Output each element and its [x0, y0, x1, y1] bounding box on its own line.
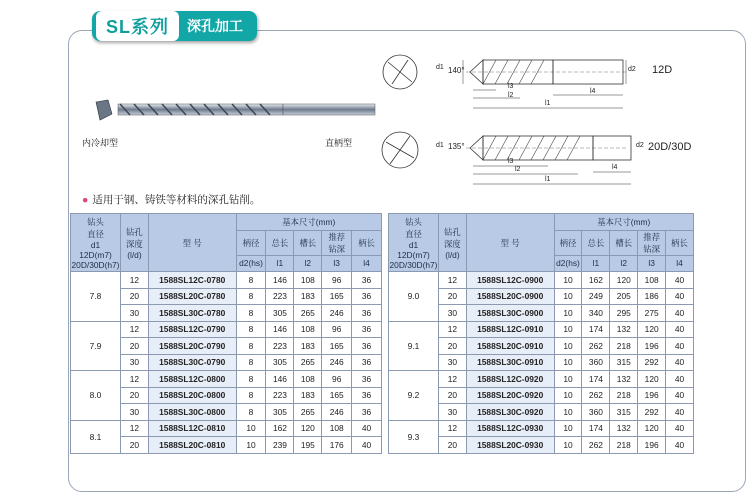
cell-depth: 12	[438, 321, 466, 338]
cell-depth: 20	[438, 288, 466, 305]
spec-table-left	[70, 213, 382, 454]
dim-l2-bottom: l2	[515, 166, 521, 173]
cell-dimension: 108	[294, 272, 322, 289]
cell-model: 1588SL12C-0810	[148, 420, 236, 437]
series-header	[92, 11, 257, 41]
header-basic-dimensions: 基本尺寸(mm)	[236, 214, 381, 231]
cell-dimension: 174	[582, 321, 610, 338]
cell-dimension: 40	[666, 404, 694, 421]
header-shank-length: 柄长	[352, 230, 382, 255]
cell-dimension: 315	[610, 354, 638, 371]
cell-dimension: 40	[666, 305, 694, 322]
cell-dimension: 275	[638, 305, 666, 322]
cell-depth: 20	[438, 387, 466, 404]
cell-dimension: 196	[638, 387, 666, 404]
table-row	[71, 371, 382, 388]
cell-dimension: 146	[266, 272, 294, 289]
cell-model: 1588SL12C-0920	[466, 371, 554, 388]
cell-dimension: 223	[266, 387, 294, 404]
cell-depth: 12	[438, 420, 466, 437]
cell-dimension: 265	[294, 404, 322, 421]
header-drill-depth: 钻孔 深度 (l/d)	[120, 214, 148, 272]
cell-model: 1588SL12C-0790	[148, 321, 236, 338]
header-sym-l2: l2	[294, 255, 322, 272]
cell-dimension: 195	[294, 437, 322, 454]
cell-diameter: 9.0	[389, 272, 439, 322]
dim-l2-top: l2	[508, 92, 514, 99]
dim-l3-top: l3	[508, 83, 514, 90]
cell-dimension: 305	[266, 404, 294, 421]
dim-d1-top: d1	[436, 64, 444, 71]
header-flute-length: 槽长	[294, 230, 322, 255]
cell-dimension: 120	[294, 420, 322, 437]
cell-dimension: 10	[554, 305, 582, 322]
cell-model: 1588SL30C-0910	[466, 354, 554, 371]
cell-depth: 20	[120, 338, 148, 355]
cell-dimension: 239	[266, 437, 294, 454]
cell-model: 1588SL12C-0780	[148, 272, 236, 289]
drill-tip-icon	[96, 100, 112, 120]
cell-dimension: 174	[582, 420, 610, 437]
cell-dimension: 223	[266, 288, 294, 305]
cell-model: 1588SL30C-0900	[466, 305, 554, 322]
label-12d: 12D	[652, 64, 673, 76]
cell-dimension: 36	[352, 305, 382, 322]
cell-dimension: 183	[294, 387, 322, 404]
cell-diameter: 7.9	[71, 321, 121, 371]
spec-table-right	[388, 213, 694, 454]
cell-dimension: 40	[352, 437, 382, 454]
cell-dimension: 186	[638, 288, 666, 305]
cell-depth: 20	[120, 437, 148, 454]
bullet-icon: ●	[82, 194, 89, 206]
cell-model: 1588SL12C-0910	[466, 321, 554, 338]
cell-dimension: 40	[666, 272, 694, 289]
cell-dimension: 8	[236, 338, 266, 355]
cell-dimension: 10	[554, 321, 582, 338]
cell-dimension: 205	[610, 288, 638, 305]
cell-dimension: 40	[352, 420, 382, 437]
cell-depth: 30	[438, 354, 466, 371]
angle-140: 140°	[448, 66, 465, 75]
cell-dimension: 8	[236, 354, 266, 371]
cell-dimension: 218	[610, 338, 638, 355]
cell-dimension: 10	[554, 404, 582, 421]
cell-dimension: 162	[266, 420, 294, 437]
cell-depth: 12	[120, 272, 148, 289]
cell-dimension: 40	[666, 288, 694, 305]
cell-dimension: 315	[610, 404, 638, 421]
cell-dimension: 120	[638, 420, 666, 437]
cell-dimension: 8	[236, 387, 266, 404]
cell-dimension: 36	[352, 321, 382, 338]
cell-dimension: 10	[236, 437, 266, 454]
cell-model: 1588SL12C-0930	[466, 420, 554, 437]
cell-depth: 30	[120, 404, 148, 421]
application-note: ● 适用于钢、铸铁等材料的深孔钻削。	[82, 194, 261, 206]
cell-dimension: 249	[582, 288, 610, 305]
cell-depth: 12	[120, 420, 148, 437]
cell-dimension: 196	[638, 338, 666, 355]
cell-model: 1588SL12C-0800	[148, 371, 236, 388]
cell-model: 1588SL20C-0810	[148, 437, 236, 454]
cell-dimension: 132	[610, 420, 638, 437]
drill-photo	[88, 92, 378, 132]
drill-drawing-20d30d	[378, 128, 678, 190]
cell-dimension: 8	[236, 305, 266, 322]
cell-dimension: 36	[352, 338, 382, 355]
cell-diameter: 8.0	[71, 371, 121, 421]
cell-depth: 30	[120, 305, 148, 322]
header-drill-depth: 钻孔 深度 (l/d)	[438, 214, 466, 272]
header-sym-l1: l1	[266, 255, 294, 272]
cell-dimension: 120	[638, 371, 666, 388]
cell-dimension: 96	[322, 371, 352, 388]
dim-d1-bottom: d1	[436, 142, 444, 149]
cell-dimension: 40	[666, 437, 694, 454]
cell-dimension: 246	[322, 404, 352, 421]
cell-diameter: 7.8	[71, 272, 121, 322]
cell-dimension: 36	[352, 288, 382, 305]
cell-dimension: 176	[322, 437, 352, 454]
cell-depth: 20	[120, 387, 148, 404]
dim-d2-bottom: d2	[636, 142, 644, 149]
cell-dimension: 10	[554, 354, 582, 371]
cell-dimension: 108	[294, 321, 322, 338]
cell-model: 1588SL20C-0790	[148, 338, 236, 355]
series-title: SL系列	[96, 11, 179, 41]
cell-model: 1588SL20C-0920	[466, 387, 554, 404]
cell-depth: 12	[438, 272, 466, 289]
dim-d2-top: d2	[628, 66, 636, 73]
header-sym-d2: d2(hs)	[554, 255, 582, 272]
dim-l4-bottom: l4	[612, 164, 618, 171]
cell-dimension: 40	[666, 420, 694, 437]
drill-drawing-12d	[378, 50, 678, 120]
header-overall-length: 总长	[266, 230, 294, 255]
cell-dimension: 36	[352, 387, 382, 404]
cell-model: 1588SL20C-0900	[466, 288, 554, 305]
cell-dimension: 360	[582, 404, 610, 421]
series-subtitle: 深孔加工	[187, 18, 244, 34]
cell-dimension: 108	[322, 420, 352, 437]
cell-dimension: 8	[236, 272, 266, 289]
cell-diameter: 9.2	[389, 371, 439, 421]
cell-dimension: 146	[266, 321, 294, 338]
header-model: 型 号	[466, 214, 554, 272]
cell-dimension: 10	[554, 420, 582, 437]
cell-depth: 12	[120, 321, 148, 338]
cell-depth: 12	[438, 371, 466, 388]
cell-depth: 30	[438, 404, 466, 421]
table-row	[71, 321, 382, 338]
cell-model: 1588SL20C-0930	[466, 437, 554, 454]
cell-dimension: 165	[322, 288, 352, 305]
cell-dimension: 292	[638, 354, 666, 371]
header-sym-l4: l4	[352, 255, 382, 272]
header-recommended-depth: 推荐 钻深	[322, 230, 352, 255]
cell-dimension: 174	[582, 371, 610, 388]
header-sym-l3: l3	[322, 255, 352, 272]
table-row	[389, 321, 694, 338]
cell-dimension: 108	[638, 272, 666, 289]
cell-dimension: 196	[638, 437, 666, 454]
cell-dimension: 10	[554, 272, 582, 289]
cell-depth: 30	[120, 354, 148, 371]
cell-dimension: 36	[352, 272, 382, 289]
cell-dimension: 40	[666, 371, 694, 388]
header-basic-dimensions: 基本尺寸(mm)	[554, 214, 694, 231]
angle-135: 135°	[448, 142, 465, 151]
cell-dimension: 40	[666, 321, 694, 338]
cell-dimension: 218	[610, 437, 638, 454]
cell-dimension: 162	[582, 272, 610, 289]
cell-dimension: 305	[266, 305, 294, 322]
cell-dimension: 292	[638, 404, 666, 421]
dim-l1-top: l1	[545, 100, 551, 107]
header-drill-diameter: 钻头 直径 d1 12D(m7) 20D/30D(h7)	[71, 214, 121, 272]
header-shank-dia: 柄径	[554, 230, 582, 255]
cell-model: 1588SL12C-0900	[466, 272, 554, 289]
header-sym-l1: l1	[582, 255, 610, 272]
table-row	[389, 420, 694, 437]
cell-model: 1588SL30C-0790	[148, 354, 236, 371]
header-shank-dia: 柄径	[236, 230, 266, 255]
table-row	[71, 420, 382, 437]
header-model: 型 号	[148, 214, 236, 272]
dim-l4-top: l4	[590, 88, 596, 95]
cell-dimension: 295	[610, 305, 638, 322]
cell-dimension: 10	[554, 338, 582, 355]
caption-internal-coolant: 内冷却型	[82, 138, 119, 148]
cell-dimension: 165	[322, 338, 352, 355]
cell-diameter: 9.3	[389, 420, 439, 453]
cell-dimension: 40	[666, 354, 694, 371]
cell-dimension: 265	[294, 305, 322, 322]
cell-dimension: 36	[352, 354, 382, 371]
cell-model: 1588SL20C-0800	[148, 387, 236, 404]
cell-dimension: 8	[236, 288, 266, 305]
cell-dimension: 10	[554, 437, 582, 454]
header-sym-l4: l4	[666, 255, 694, 272]
header-sym-l3: l3	[638, 255, 666, 272]
cell-depth: 12	[120, 371, 148, 388]
caption-straight-shank: 直柄型	[325, 138, 353, 148]
cell-dimension: 146	[266, 371, 294, 388]
cell-dimension: 223	[266, 338, 294, 355]
cell-dimension: 10	[236, 420, 266, 437]
cell-diameter: 8.1	[71, 420, 121, 453]
cell-dimension: 10	[554, 288, 582, 305]
cell-dimension: 265	[294, 354, 322, 371]
cell-dimension: 96	[322, 272, 352, 289]
cell-dimension: 262	[582, 338, 610, 355]
cell-model: 1588SL30C-0920	[466, 404, 554, 421]
cell-dimension: 165	[322, 387, 352, 404]
cell-dimension: 120	[638, 321, 666, 338]
header-overall-length: 总长	[582, 230, 610, 255]
header-drill-diameter: 钻头 直径 d1 12D(m7) 20D/30D(h7)	[389, 214, 439, 272]
cell-dimension: 8	[236, 404, 266, 421]
cell-dimension: 40	[666, 387, 694, 404]
label-20d30d: 20D/30D	[648, 141, 692, 153]
dim-l3-bottom: l3	[508, 158, 514, 165]
header-sym-l2: l2	[610, 255, 638, 272]
cell-dimension: 120	[610, 272, 638, 289]
header-sym-d2: d2(hs)	[236, 255, 266, 272]
cell-dimension: 262	[582, 387, 610, 404]
cell-model: 1588SL20C-0780	[148, 288, 236, 305]
header-recommended-depth: 推荐 钻深	[638, 230, 666, 255]
cell-dimension: 246	[322, 305, 352, 322]
header-shank-length: 柄长	[666, 230, 694, 255]
cell-dimension: 108	[294, 371, 322, 388]
cell-dimension: 8	[236, 371, 266, 388]
table-row	[389, 272, 694, 289]
cell-dimension: 305	[266, 354, 294, 371]
cell-dimension: 132	[610, 321, 638, 338]
cell-depth: 30	[438, 305, 466, 322]
cell-depth: 20	[438, 338, 466, 355]
cell-dimension: 340	[582, 305, 610, 322]
table-row	[389, 371, 694, 388]
dim-l1-bottom: l1	[545, 176, 551, 183]
header-flute-length: 槽长	[610, 230, 638, 255]
cell-depth: 20	[120, 288, 148, 305]
cell-dimension: 8	[236, 321, 266, 338]
cell-dimension: 96	[322, 321, 352, 338]
cell-dimension: 183	[294, 288, 322, 305]
cell-dimension: 10	[554, 387, 582, 404]
cell-dimension: 36	[352, 371, 382, 388]
cell-model: 1588SL20C-0910	[466, 338, 554, 355]
cell-dimension: 40	[666, 338, 694, 355]
cell-depth: 20	[438, 437, 466, 454]
table-row	[71, 272, 382, 289]
cell-dimension: 183	[294, 338, 322, 355]
cell-dimension: 262	[582, 437, 610, 454]
cell-dimension: 36	[352, 404, 382, 421]
cell-dimension: 10	[554, 371, 582, 388]
cell-model: 1588SL30C-0780	[148, 305, 236, 322]
cell-dimension: 132	[610, 371, 638, 388]
cell-dimension: 218	[610, 387, 638, 404]
cell-diameter: 9.1	[389, 321, 439, 371]
cell-dimension: 360	[582, 354, 610, 371]
cell-model: 1588SL30C-0800	[148, 404, 236, 421]
cell-dimension: 246	[322, 354, 352, 371]
